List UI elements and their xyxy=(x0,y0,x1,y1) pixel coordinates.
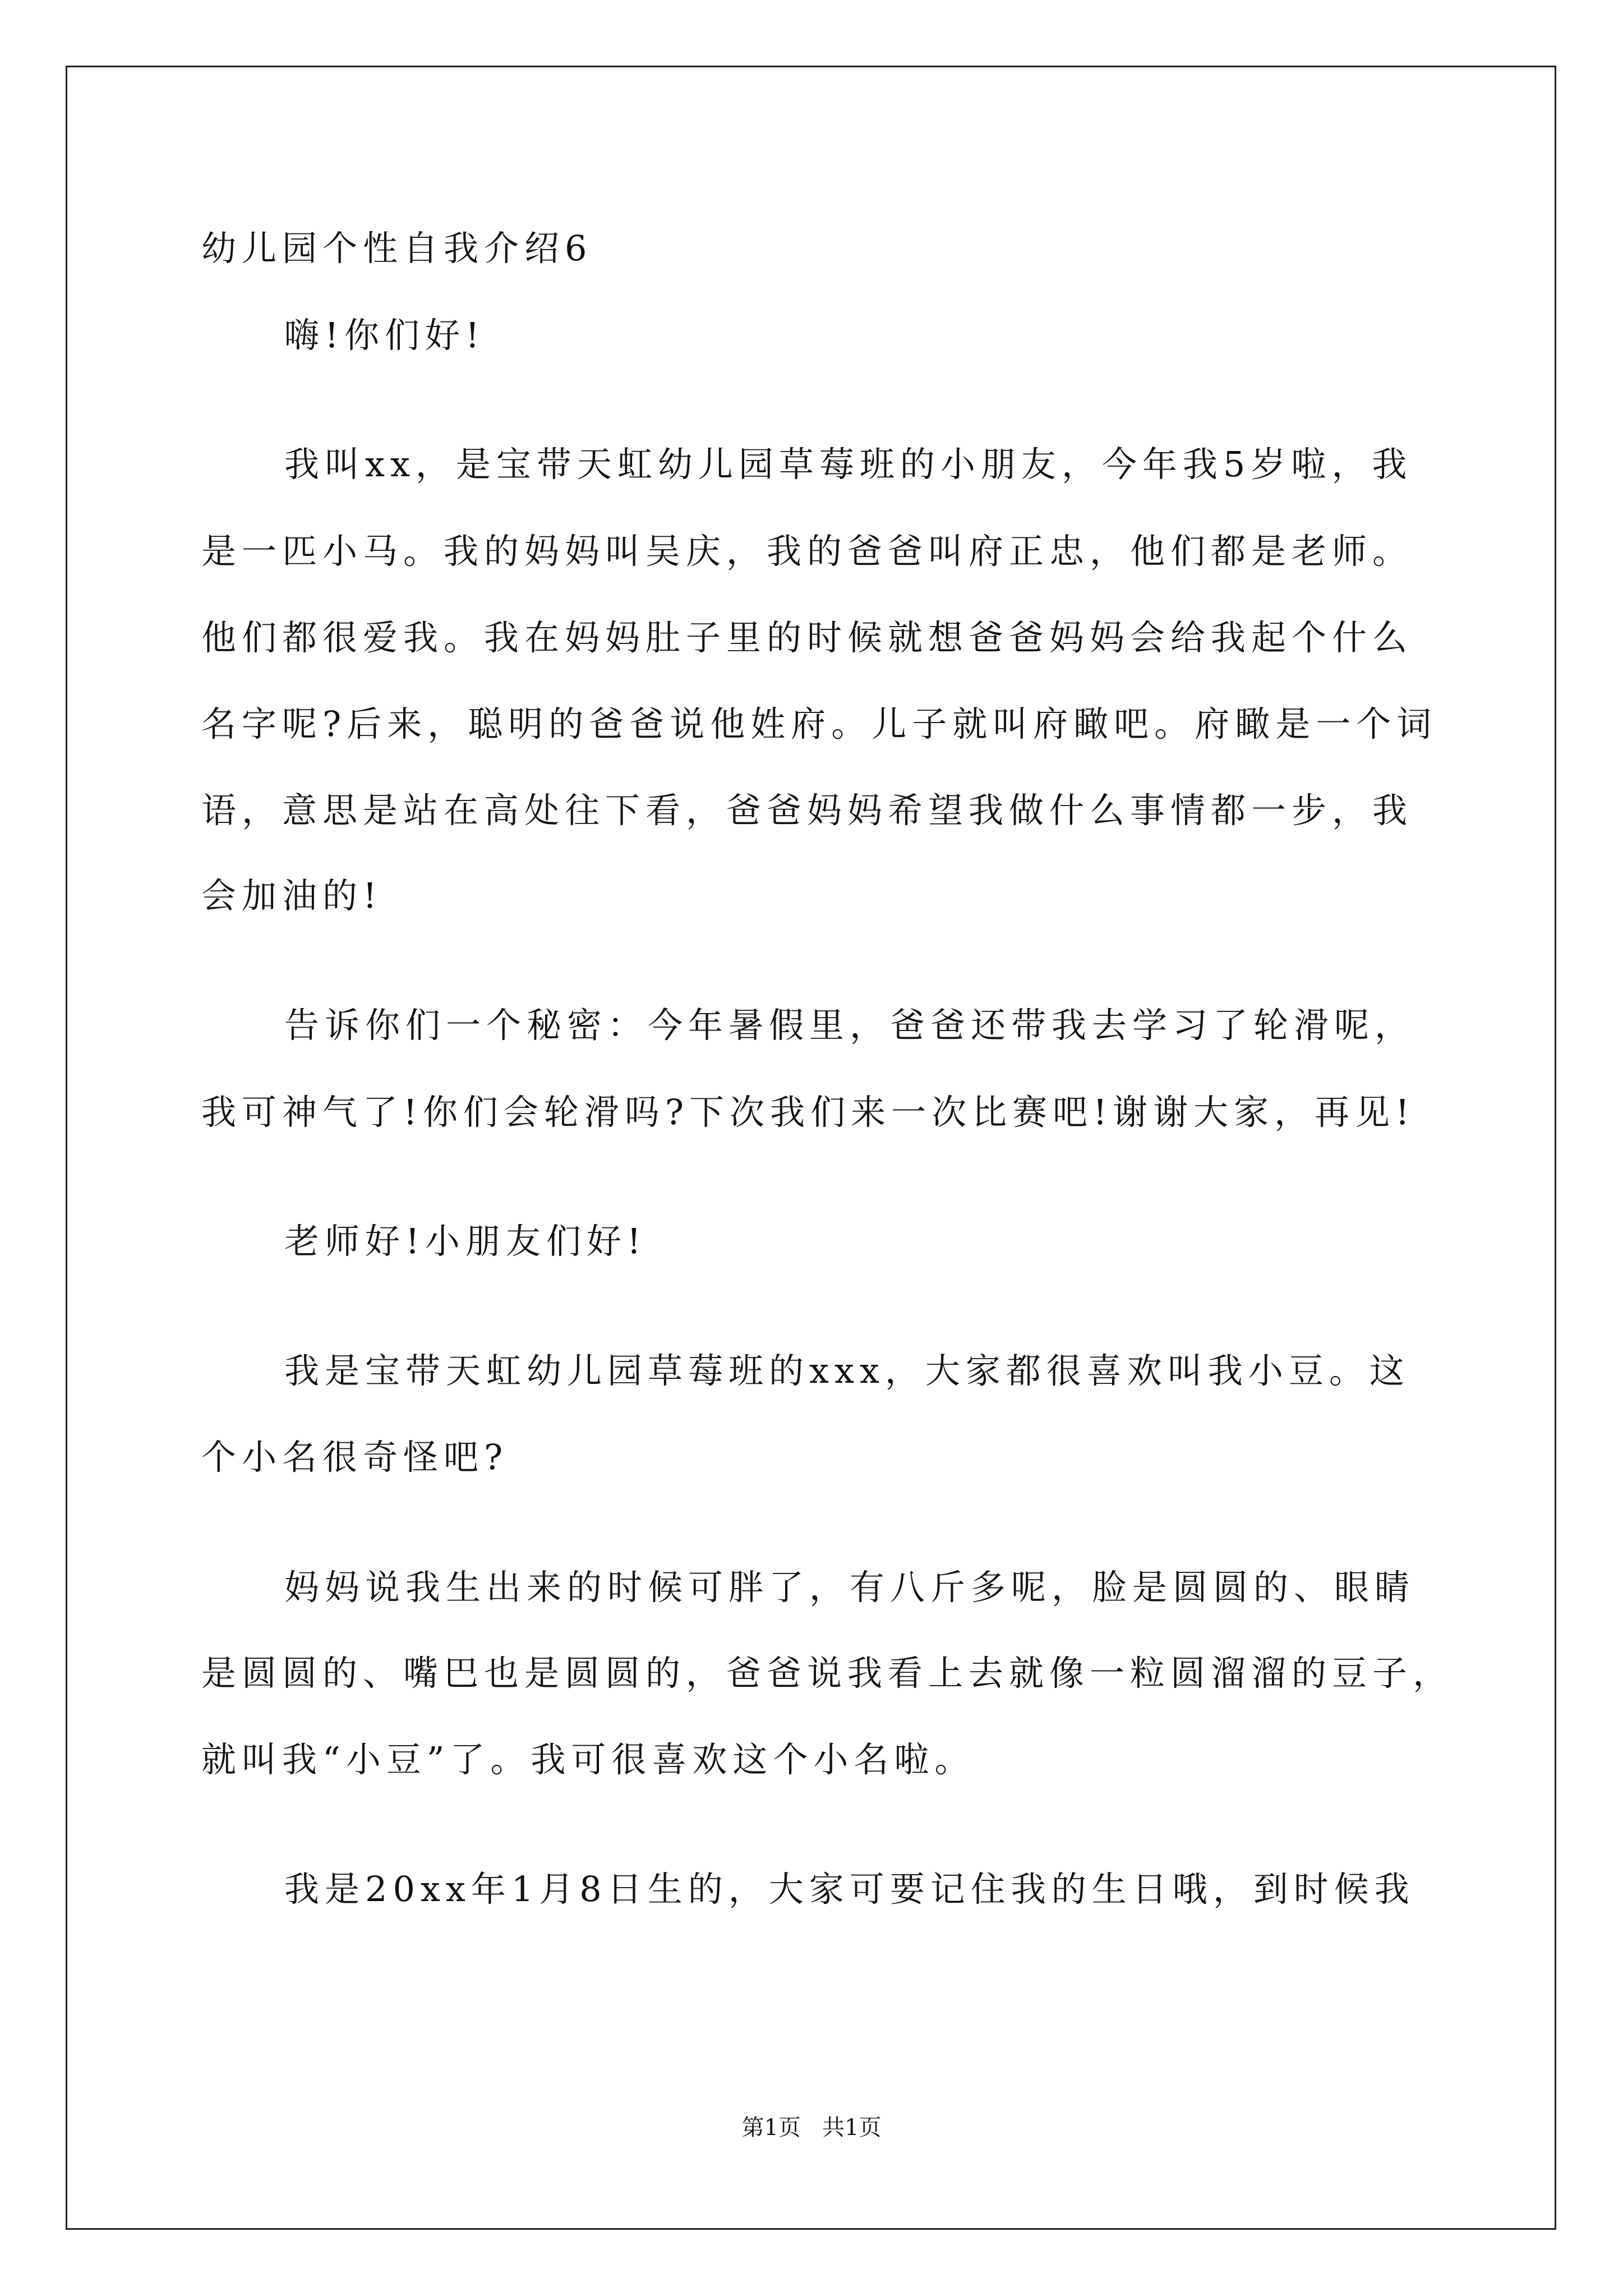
text-line: 老师好!小朋友们好! xyxy=(284,1221,647,1262)
document-title: 幼儿园个性自我介绍6 xyxy=(201,228,593,269)
text-line: 语，意思是站在高处往下看，爸爸妈妈希望我做什么事情都一步，我 xyxy=(201,790,1413,831)
text-line: 妈妈说我生出来的时候可胖了，有八斤多呢，脸是圆圆的、眼睛 xyxy=(284,1567,1415,1608)
text-line: 名字呢?后来，聪明的爸爸说他姓府。儿子就叫府瞰吧。府瞰是一个词 xyxy=(201,703,1437,744)
page-number-footer: 第1页 共1页 xyxy=(741,2115,882,2141)
text-line: 是一匹小马。我的妈妈叫吴庆，我的爸爸叫府正忠，他们都是老师。 xyxy=(201,531,1413,572)
text-line: 他们都很爱我。我在妈妈肚子里的时候就想爸爸妈妈会给我起个什么 xyxy=(201,617,1413,658)
text-line: 我是20xx年1月8日生的，大家可要记住我的生日哦，到时候我 xyxy=(284,1869,1415,1910)
text-line: 我可神气了!你们会轮滑吗?下次我们来一次比赛吧!谢谢大家，再见! xyxy=(201,1092,1415,1133)
text-line: 告诉你们一个秘密：今年暑假里，爸爸还带我去学习了轮滑呢， xyxy=(284,1005,1415,1046)
text-line: 是圆圆的、嘴巴也是圆圆的，爸爸说我看上去就像一粒圆溜溜的豆子， xyxy=(201,1653,1454,1694)
text-line: 嗨!你们好! xyxy=(284,315,485,356)
text-line: 我叫xx，是宝带天虹幼儿园草莓班的小朋友，今年我5岁啦，我 xyxy=(284,444,1413,485)
text-line: 我是宝带天虹幼儿园草莓班的xxx，大家都很喜欢叫我小豆。这 xyxy=(284,1350,1410,1391)
text-line: 就叫我“小豆”了。我可很喜欢这个小名啦。 xyxy=(201,1739,975,1780)
text-line: 会加油的! xyxy=(201,875,382,916)
text-line: 个小名很奇怪吧? xyxy=(201,1437,509,1478)
